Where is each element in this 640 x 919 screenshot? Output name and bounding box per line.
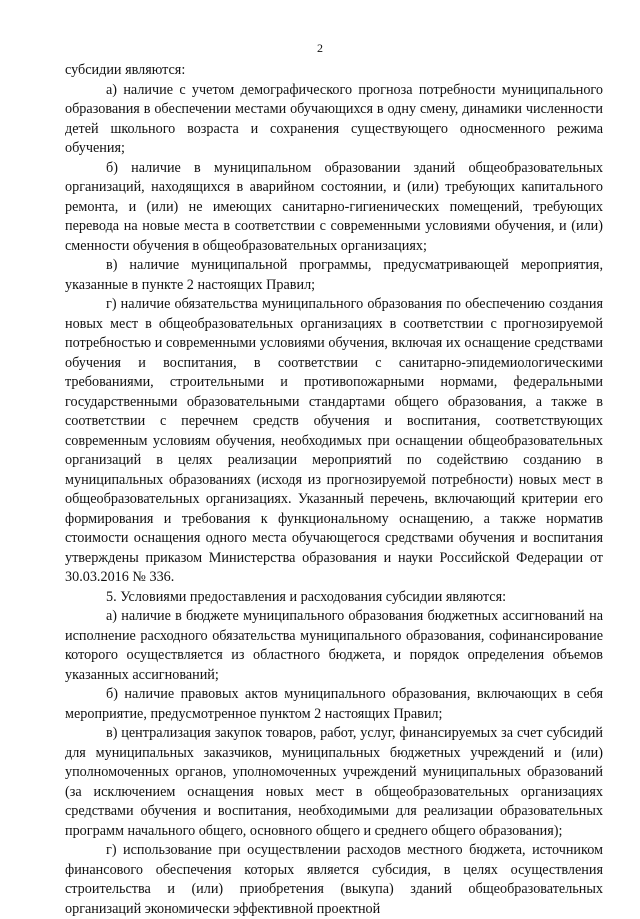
paragraph-5-item-a: а) наличие в бюджете муниципального образования бюджетных ассигнований на исполнение расходного обязательства муниципального образования, софинансирование которого осуществляется из областного бюджета, и порядок определения объемов указанных ассигнований; [65,608,603,683]
paragraph-item-a: а) наличие с учетом демографического прогноза потребности муниципального образования в обеспечении местами обучающихся в одну смену, динамики численности детей школьного возраста и сохранения существующего односменного режима обучения; [65,81,603,156]
paragraph-intro: субсидии являются: [65,62,186,78]
paragraph-5-item-v: в) централизация закупок товаров, работ, услуг, финансируемых за счет субсидий для муниципальных заказчиков, муниципальных бюджетных учреждений и (или) уполномоченных органов, уполномоченных учреждений муниципальных образований (за исключением оснащения новых мест в общеобразовательных организациях средствами обучения и воспитания, необходимыми для реализации образовательных программ начального общего, основного общего и среднего общего образования); [65,725,603,839]
paragraph-5-item-b: б) наличие правовых актов муниципального образования, включающих в себя мероприятие, предусмотренное пунктом 2 настоящих Правил; [65,686,603,722]
document-body [65,61,603,919]
paragraph-item-v: в) наличие муниципальной программы, предусматривающей мероприятия, указанные в пункте 2 настоящих Правил; [65,257,603,293]
paragraph-item-b: б) наличие в муниципальном образовании зданий общеобразовательных организаций, находящихся в аварийном состоянии, и (или) требующих капитального ремонта, и (или) не имеющих санитарно-гигиенических помещений, требующих перевода на новые места в соответствии с современными условиями обучения, и (или) сменности обучения в общеобразовательных организациях; [65,159,603,254]
section-5-heading: 5. Условиями предоставления и расходования субсидии являются: [106,588,507,605]
page-number: 2 [317,41,323,55]
paragraph-item-g: г) наличие обязательства муниципального образования по обеспечению создания новых мест в общеобразовательных организациях в соответствии с прогнозируемой потребностью и современными условиями обучения, включая их оснащение средствами обучения и воспитания, в соответствии с санитарно-эпидемиологическими требованиями, строительными и противопожарными нормами, федеральными государственными образовательными стандартами общего образования, а также в соответствии с перечнем средств обучения и воспитания, соответствующих современным условиям обучения, необходимых при оснащении общеобразовательных организаций в целях реализации мероприятий по содействию созданию в муниципальных образованиях (исходя из прогнозируемой потребности) новых мест в общеобразовательных организациях. Указанный перечень, включающий критерии его формирования и требования к функциональному оснащению, а также норматив стоимости оснащения одного места обучающегося средствами обучения и воспитания утверждены приказом Министерства образования и науки Российской Федерации от 30.03.2016 № 336. [65,296,603,585]
paragraph-5-item-g: г) использование при осуществлении расходов местного бюджета, источником финансового обеспечения которых является субсидия, в целях осуществления строительства и (или) приобретения (выкупа) зданий общеобразовательных организаций экономически эффективной проектной [65,842,603,917]
